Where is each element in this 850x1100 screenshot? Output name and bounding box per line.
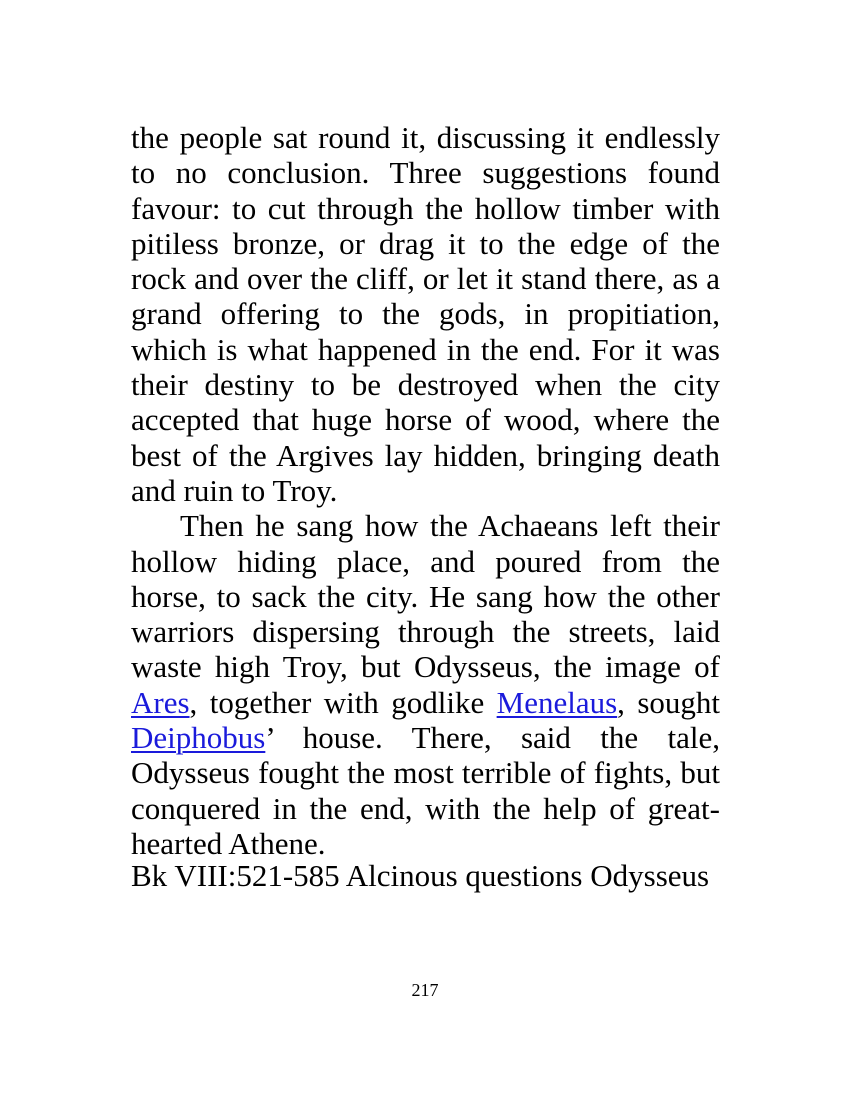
paragraph-2	[131, 508, 720, 861]
paragraph-2-text-1: Then he sang how the Achaeans left their hollow hiding place, and poured from the horse, to sack the city. He sang how the other warriors dispersing through the streets, laid waste high Troy, but Odysseus, the image of	[131, 508, 720, 685]
link-menelaus[interactable]: Menelaus	[496, 684, 618, 720]
link-ares[interactable]: Ares	[131, 684, 190, 720]
paragraph-2-text-3: , sought	[617, 684, 720, 720]
paragraph-1: the people sat round it, discussing it endlessly to no conclusion. Three suggestions found favour: to cut through the hollow timber with pitiless bronze, or drag it to the edge of the rock and over the cliff, or let it stand there, as a grand offering to the gods, in propitiation, which is what happened in the end. For it was their destiny to be destroyed when the city accepted that huge horse of wood, where the best of the Argives lay hidden, bringing death and ruin to Troy.	[131, 120, 720, 508]
paragraph-2-text-2: , together with godlike	[189, 684, 497, 720]
section-heading: Bk VIII:521-585 Alcinous questions Odysseus	[131, 858, 710, 893]
page-body	[131, 120, 720, 861]
page-number: 217	[411, 980, 439, 1000]
paragraph-2-text-4: ’ house. There, said the tale, Odysseus fought the most terrible of fights, but conquered in the end, with the help of great-hearted Athene.	[131, 720, 720, 861]
link-deiphobus[interactable]: Deiphobus	[131, 720, 266, 756]
